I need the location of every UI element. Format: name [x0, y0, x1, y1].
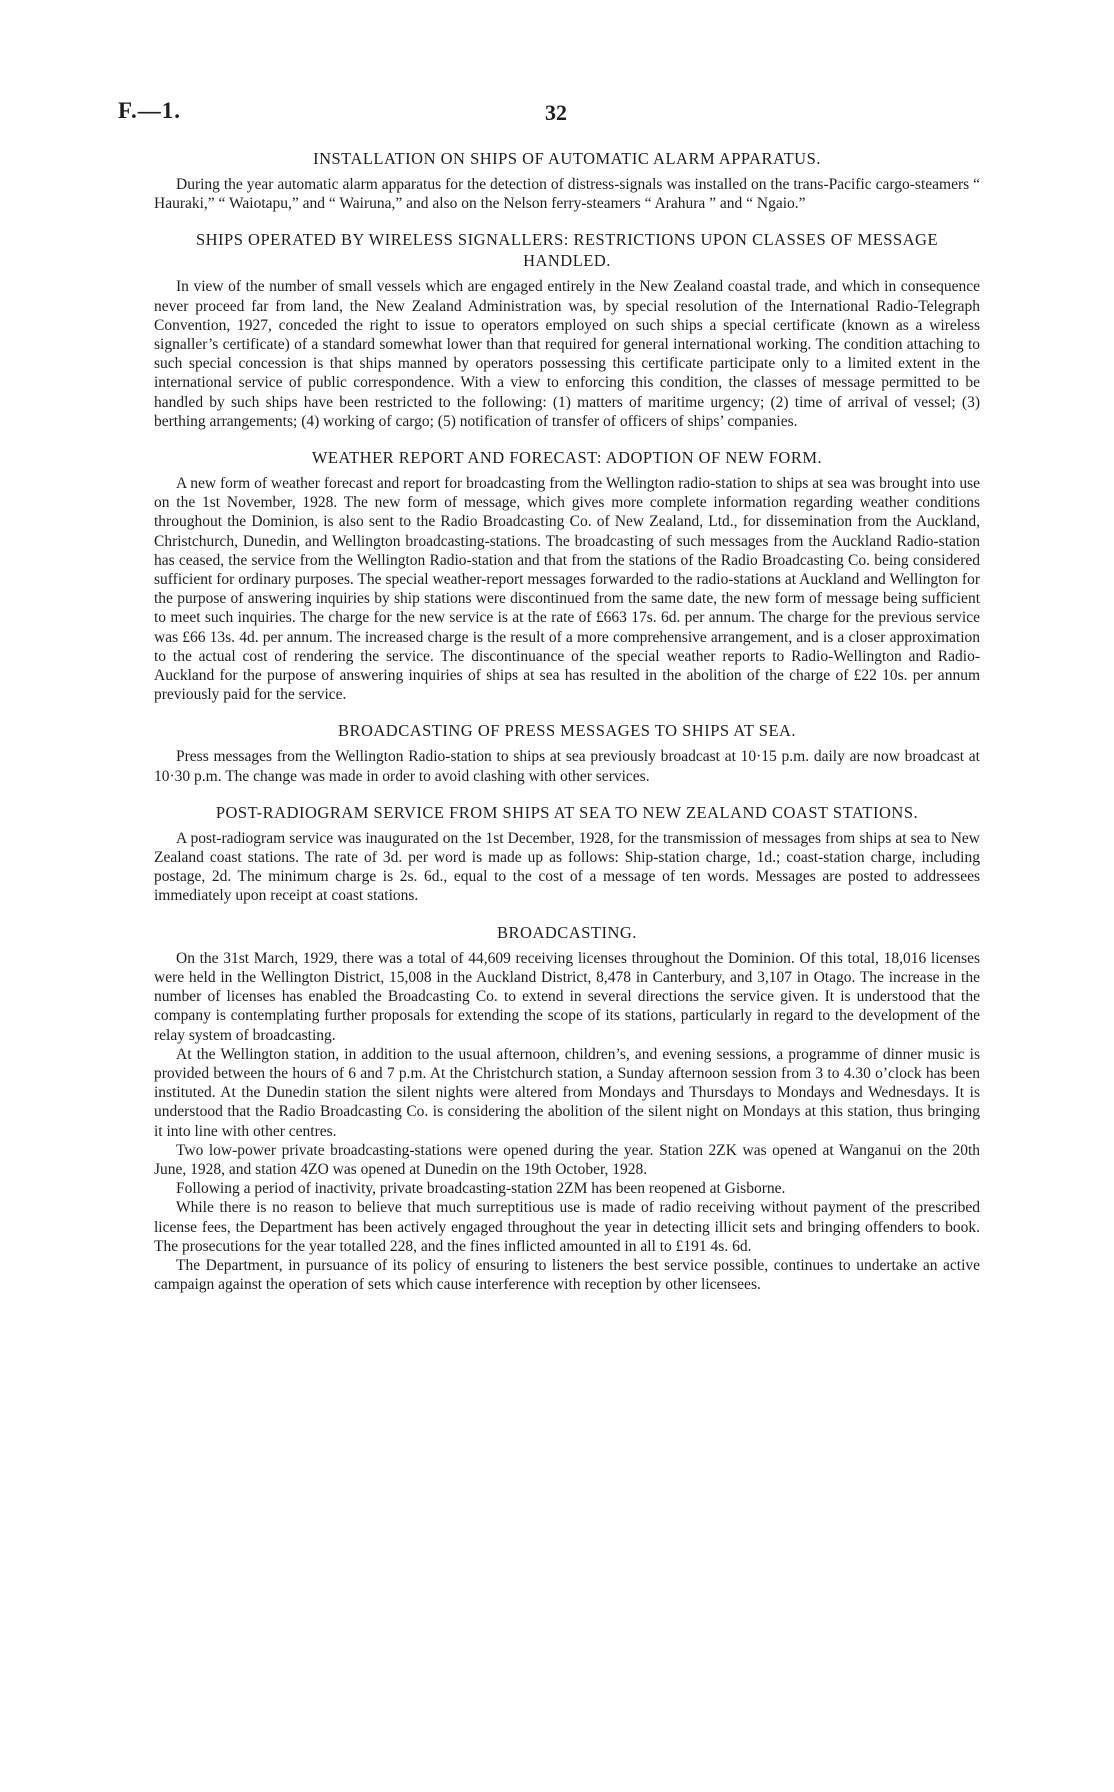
- paragraph: While there is no reason to believe that much surreptitious use is made of radio receiving without payment of the prescribed license fees, the Department has been actively engaged throughout the year in detecting illicit sets and bringing offenders to book. The prosecutions for the year totalled 228, and the fines inflicted amounted in all to £191 4s. 6d.: [154, 1199, 980, 1255]
- section-broadcasting: [154, 922, 980, 1295]
- section-heading: POST-RADIOGRAM SERVICE FROM SHIPS AT SEA TO NEW ZEALAND COAST STATIONS.: [215, 802, 919, 822]
- section-press-messages: [154, 720, 980, 785]
- section-heading: BROADCASTING.: [497, 922, 637, 942]
- section-wireless-signallers: [154, 229, 980, 431]
- page-body: [154, 148, 980, 1310]
- section-heading: BROADCASTING OF PRESS MESSAGES TO SHIPS AT SEA.: [337, 721, 797, 741]
- paragraph: At the Wellington station, in addition to the usual afternoon, children’s, and evening sessions, a programme of dinner music is provided between the hours of 6 and 7 p.m. At the Christchurch station, a Sunday afternoon session from 3 to 4.30 o’clock has been instituted. At the Dunedin station the silent nights were altered from Mondays and Thursdays to Mondays and Wednesdays. It is understood that the Radio Broadcasting Co. is considering the abolition of the silent night on Mondays at this station, thus bringing it into line with other centres.: [154, 1045, 980, 1140]
- paragraph: A post-radiogram service was inaugurated on the 1st December, 1928, for the transmission of messages from ships at sea to New Zealand coast stations. The rate of 3d. per word is made up as follows: Ship-station charge, 1d.; coast-station charge, including postage, 2d. The minimum charge is 2s. 6d., equal to the cost of a message of ten words. Messages are posted to addressees immediately upon receipt at coast stations.: [154, 829, 980, 905]
- section-heading: WEATHER REPORT AND FORECAST: ADOPTION OF NEW FORM.: [311, 448, 823, 468]
- paragraph: A new form of weather forecast and report for broadcasting from the Wellington radio-station to ships at sea was brought into use on the 1st November, 1928. The new form of message, which gives more complete information regarding weather conditions throughout the Dominion, is also sent to the Radio Broadcasting Co. of New Zealand, Ltd., for dissemination from the Auckland, Christchurch, Dunedin, and Wellington broadcasting-stations. The broadcasting of such messages from the Auckland Radio-station has ceased, the service from the Wellington Radio-station and that from the stations of the Radio Broadcasting Co. being considered sufficient for ordinary purposes. The special weather-report messages forwarded to the radio-stations at Auckland and Wellington for the purpose of answering inquiries by ship stations were discontinued from the same date, the new form of message being sufficient to meet such inquiries. The charge for the new service is at the rate of £663 17s. 6d. per annum. The charge for the previous service was £66 13s. 4d. per annum. The increased charge is the result of a more comprehensive arrangement, and is a closer approximation to the actual cost of rendering the service. The discontinuance of the special weather reports to Radio-Wellington and Radio-Auckland for the purpose of answering inquiries of ships at sea has resulted in the abolition of the charge of £22 10s. per annum previously paid for the service.: [154, 475, 980, 704]
- paragraph: During the year automatic alarm apparatus for the detection of distress-signals was installed on the trans-Pacific cargo-steamers “ Hauraki,” “ Waiotapu,” and “ Wairuna,” and also on the Nelson ferry-steamers “ Arahura ” and “ Ngaio.”: [154, 176, 980, 213]
- section-post-radiogram: [154, 802, 980, 906]
- section-weather-report: [154, 447, 980, 704]
- paragraph: Two low-power private broadcasting-stations were opened during the year. Station 2ZK was opened at Wanganui on the 20th June, 1928, and station 4ZO was opened at Dunedin on the 19th October, 1928.: [154, 1141, 980, 1178]
- section-automatic-alarm: [154, 148, 980, 213]
- paragraph: Following a period of inactivity, private broadcasting-station 2ZM has been reopened at Gisborne.: [176, 1180, 786, 1198]
- section-heading: SHIPS OPERATED BY WIRELESS SIGNALLERS: RESTRICTIONS UPON CLASSES OF MESSAGE HANDLED.: [195, 230, 939, 271]
- paragraph: On the 31st March, 1929, there was a total of 44,609 receiving licenses throughout the Dominion. Of this total, 18,016 licenses were held in the Wellington District, 15,008 in the Auckland District, 8,478 in Canterbury, and 3,107 in Otago. The increase in the number of licenses has enabled the Broadcasting Co. to extend in several directions the service given. It is understood that the company is contemplating further proposals for extending the scope of its stations, particularly in regard to the development of the relay system of broadcasting.: [154, 949, 980, 1044]
- running-head: [118, 98, 994, 128]
- paragraph: Press messages from the Wellington Radio-station to ships at sea previously broadcast at 10·15 p.m. daily are now broadcast at 10·30 p.m. The change was made in order to avoid clashing with other services.: [154, 748, 980, 785]
- page-number: 32: [545, 100, 567, 125]
- paragraph: In view of the number of small vessels which are engaged entirely in the New Zealand coastal trade, and which in consequence never proceed far from land, the New Zealand Administration was, by special resolution of the International Radio-Telegraph Convention, 1927, conceded the right to issue to operators employed on such ships a special certificate (known as a wireless signaller’s certificate) of a standard somewhat lower than that required for general international working. The condition attaching to such special concession is that ships manned by operators possessing this certificate participate only to a limited extent in the international service of public correspondence. With a view to enforcing this condition, the classes of message permitted to be handled by such ships have been restricted to the following: (1) matters of maritime urgency; (2) time of arrival of vessel; (3) berthing arrangements; (4) working of cargo; (5) notification of transfer of officers of ships’ companies.: [154, 278, 980, 430]
- document-code: F.—1.: [118, 98, 181, 123]
- paragraph: The Department, in pursuance of its policy of ensuring to listeners the best service possible, continues to undertake an active campaign against the operation of sets which cause interference with reception by other licensees.: [154, 1256, 980, 1294]
- section-heading: INSTALLATION ON SHIPS OF AUTOMATIC ALARM APPARATUS.: [313, 149, 821, 168]
